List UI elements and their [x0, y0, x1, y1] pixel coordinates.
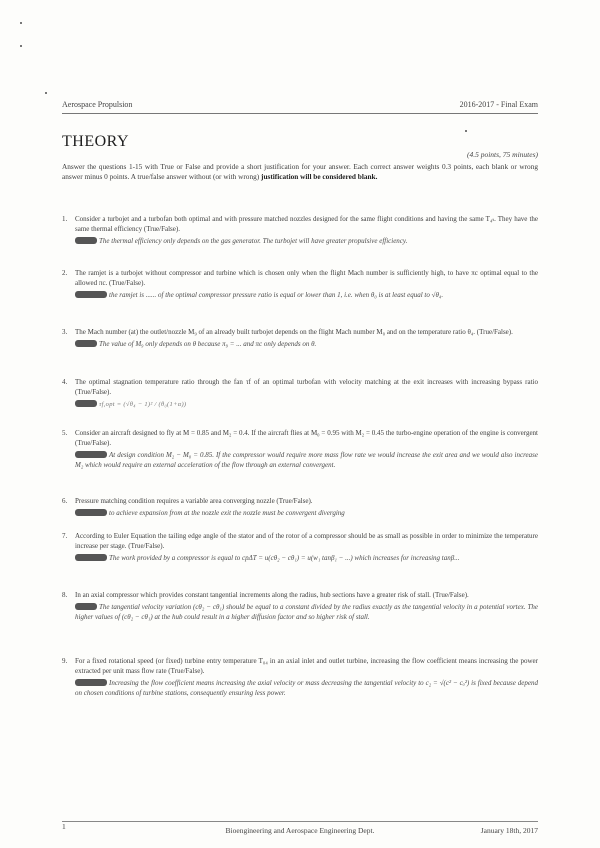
answer-text: Increasing the flow coefficient means increasing the axial velocity or mass decreasing the tangential velocity to c₂ = √(c² − cₐ²) is fixed because depend on chosen conditions of turbine stations, consequently ensuring less power. [75, 679, 538, 697]
answer [75, 339, 538, 349]
redaction-mark [75, 451, 107, 458]
scan-mark [465, 130, 467, 132]
redaction-mark [75, 340, 97, 347]
department: Bioengineering and Aerospace Engineering Dept. [225, 826, 375, 835]
question-text: Pressure matching condition requires a variable area converging nozzle (True/False). [75, 497, 313, 505]
question-text: According to Euler Equation the tailing edge angle of the stator and of the rotor of a compressor should be as small as possible in order to minimize the temperature increase per stage. (True/False). [75, 532, 538, 550]
question-number: 4. [62, 378, 68, 386]
answer-text: At design condition M₂ − M₀ = 0.85. If the compressor would require more mass flow rate we would increase the exit area and we would also increase M₂ which would require an external acceleration of the flow through an external convergent. [75, 451, 538, 469]
section-title: THEORY [62, 133, 129, 150]
answer-text: the ramjet is ...... of the optimal compressor pressure ratio is equal or lower than 1, i.e. when θ₀ is at least equal to √θ₄. [109, 291, 444, 299]
answer [75, 553, 538, 563]
header-rule [62, 113, 538, 114]
answer-text: The work provided by a compressor is equal to cpΔT = u(cθ₂ − cθ₁) = u(w₁ tanβ₁ − ...) which increases for increasing tanβ... [109, 554, 460, 562]
scan-mark [45, 92, 47, 94]
footer-rule [62, 821, 538, 822]
exam-name: 2016-2017 - Final Exam [459, 100, 538, 109]
question-number: 1. [62, 215, 68, 223]
question-number: 6. [62, 497, 68, 505]
answer [75, 236, 538, 246]
redaction-mark [75, 554, 107, 561]
answer-text: The tangential velocity variation (cθ₂ − cθ₁) should be equal to a constant divided by the radius exactly as the tangential velocity in a potential vortex. The higher values of (cθ₂ − cθ₁) at the hub could result in a higher diffusion factor and so higher risk of stall. [75, 603, 538, 621]
answer-text: The value of M₉ only depends on θ because π₉ = ... and πc only depends on θ. [99, 340, 317, 348]
question-number: 2. [62, 269, 68, 277]
question-number: 9. [62, 657, 68, 665]
question-4 [62, 377, 538, 410]
question-7 [62, 531, 538, 563]
page-number: 1 [62, 822, 66, 831]
scan-mark [20, 45, 22, 47]
redaction-mark [75, 237, 97, 244]
question-number: 5. [62, 429, 68, 437]
redaction-mark [75, 291, 107, 298]
question-8 [62, 590, 538, 622]
redaction-mark [75, 679, 107, 686]
question-text: Consider an aircraft designed to fly at M = 0.85 and M₂ = 0.4. If the aircraft flies at M₀ = 0.95 with M₂ = 0.45 the turbo-engine operation of the engine is convergent (True/False). [75, 429, 538, 447]
redaction-mark [75, 400, 97, 407]
question-6 [62, 496, 538, 518]
instructions [62, 162, 538, 183]
question-text: For a fixed rotational speed (or fixed) turbine entry temperature T₀₄ in an axial inlet and outlet turbine, increasing the flow coefficient means increasing the power extracted per unit mass flow rate (True/False). [75, 657, 538, 675]
exam-date: January 18th, 2017 [480, 826, 538, 835]
question-number: 8. [62, 591, 68, 599]
question-3 [62, 327, 538, 349]
answer-text: The thermal efficiency only depends on the gas generator. The turbojet will have greater propulsive efficiency. [99, 237, 408, 245]
question-text: Consider a turbojet and a turbofan both optimal and with pressure matched nozzles designed for the same flight conditions and having the same T₄ₜ. They have the same thermal efficiency (True/False). [75, 215, 538, 233]
course-name: Aerospace Propulsion [62, 100, 133, 109]
instructions-text: Answer the questions 1-15 with True or False and provide a short justification for your answer. Each correct answer weights 0.3 points, each blank or wrong answer minus 0 points. A true/false answer without (or with wrong) [62, 162, 538, 182]
answer [75, 602, 538, 622]
answer [75, 290, 538, 300]
question-number: 3. [62, 328, 68, 336]
question-5 [62, 428, 538, 470]
question-text: The ramjet is a turbojet without compressor and turbine which is chosen only when the flight Mach number is sufficiently high, to have πc optimal equal to the allowed πc. (True/False). [75, 269, 538, 287]
question-9 [62, 656, 538, 698]
question-number: 7. [62, 532, 68, 540]
question-text: The Mach number (at) the outlet/nozzle M₉ of an already built turbojet depends on the flight Mach number M₀ and on the temperature ratio θ₄. (True/False). [75, 328, 513, 336]
answer [75, 399, 538, 410]
answer [75, 508, 538, 518]
question-text: The optimal stagnation temperature ratio through the fan τf of an optimal turbofan with velocity matching at the exit increases with increasing bypass ratio (True/False). [75, 378, 538, 396]
question-2 [62, 268, 538, 300]
redaction-mark [75, 603, 97, 610]
redaction-mark [75, 509, 107, 516]
answer [75, 450, 538, 470]
question-1 [62, 214, 538, 246]
answer-formula: τf,opt = (√θ₄ − 1)² / (θ₀(1+α)) [99, 401, 187, 408]
instructions-bold: justification will be considered blank. [261, 172, 378, 182]
answer [75, 678, 538, 698]
scan-mark [20, 22, 22, 24]
question-text: In an axial compressor which provides constant tangential increments along the radius, hub sections have a greater risk of stall. (True/False). [75, 591, 469, 599]
section-points: (4.5 points, 75 minutes) [466, 150, 538, 159]
answer-text: to achieve expansion from at the nozzle exit the nozzle must be convergent diverging [109, 509, 345, 517]
